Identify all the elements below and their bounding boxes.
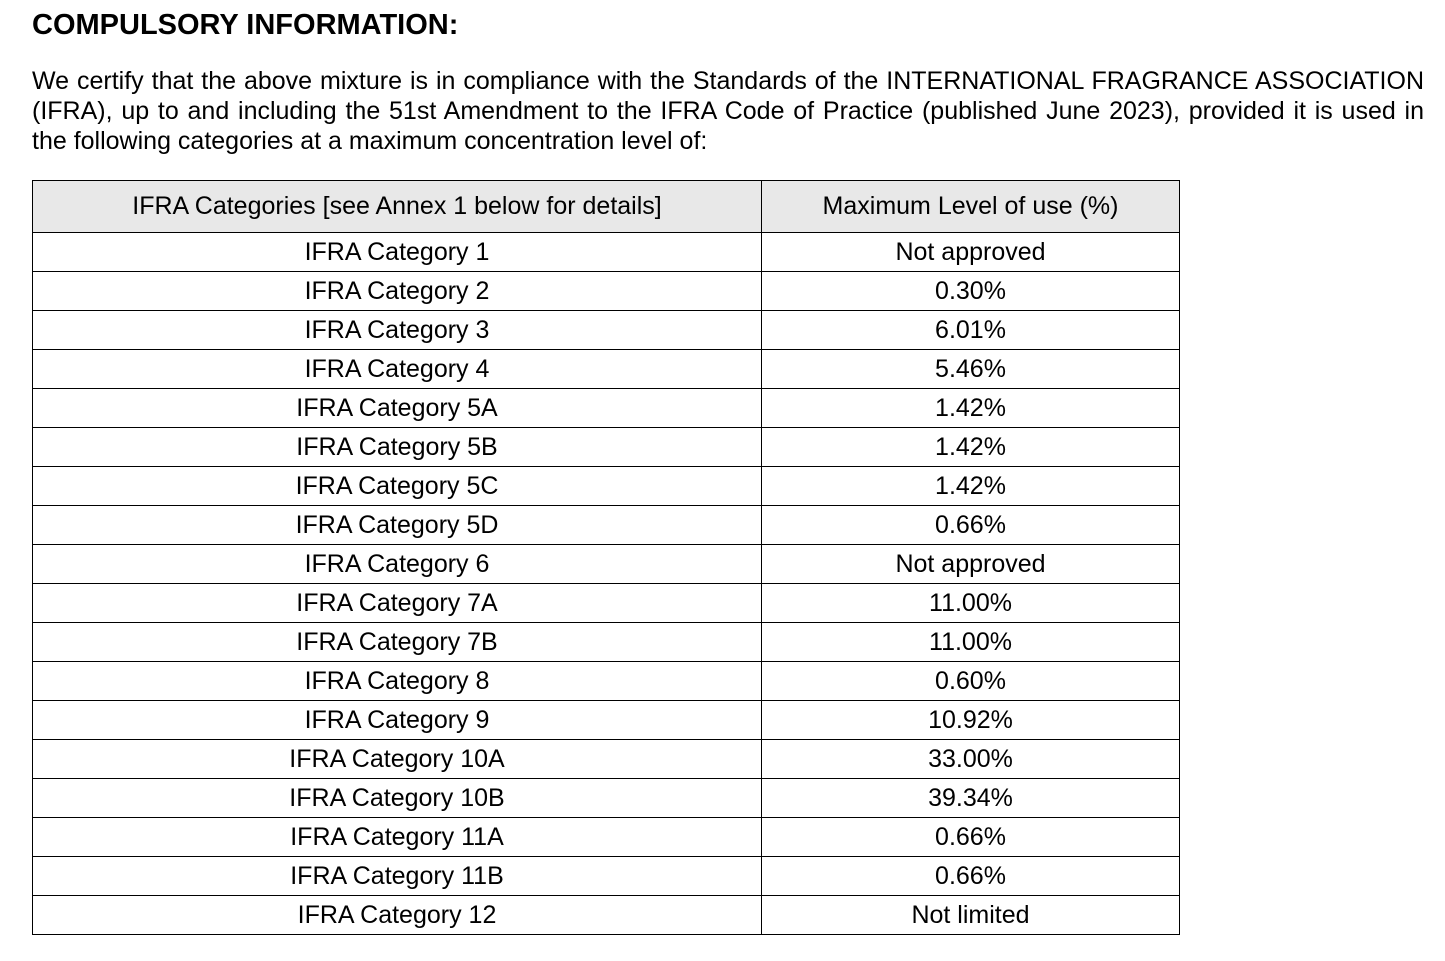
category-cell: IFRA Category 10A	[33, 740, 762, 779]
max-level-cell: 0.66%	[762, 857, 1180, 896]
table-row	[33, 584, 1180, 623]
category-cell: IFRA Category 11B	[33, 857, 762, 896]
category-cell: IFRA Category 2	[33, 272, 762, 311]
max-level-cell: 6.01%	[762, 311, 1180, 350]
max-level-cell: 0.66%	[762, 818, 1180, 857]
max-level-cell: 0.30%	[762, 272, 1180, 311]
table-row	[33, 428, 1180, 467]
category-cell: IFRA Category 5A	[33, 389, 762, 428]
category-cell: IFRA Category 7B	[33, 623, 762, 662]
category-cell: IFRA Category 11A	[33, 818, 762, 857]
certification-text: We certify that the above mixture is in compliance with the Standards of the INTERNATIONAL FRAGRANCE ASSOCIATION (IFRA), up to and including the 51st Amendment to the IFRA Code of Practice (published June 2023), provided it is used in the following categories at a maximum concentration level of:	[32, 67, 1424, 155]
table-row	[33, 740, 1180, 779]
table-row	[33, 350, 1180, 389]
table-row	[33, 545, 1180, 584]
table-row	[33, 701, 1180, 740]
max-level-cell: 0.66%	[762, 506, 1180, 545]
max-level-cell: Not approved	[762, 545, 1180, 584]
max-level-cell: 1.42%	[762, 428, 1180, 467]
table-row	[33, 857, 1180, 896]
max-level-cell: Not approved	[762, 233, 1180, 272]
header-max-level: Maximum Level of use (%)	[762, 181, 1180, 233]
max-level-cell: 10.92%	[762, 701, 1180, 740]
table-row	[33, 311, 1180, 350]
max-level-cell: 11.00%	[762, 584, 1180, 623]
table-row	[33, 818, 1180, 857]
max-level-cell: 1.42%	[762, 389, 1180, 428]
category-cell: IFRA Category 8	[33, 662, 762, 701]
category-cell: IFRA Category 12	[33, 896, 762, 935]
category-cell: IFRA Category 7A	[33, 584, 762, 623]
table-row	[33, 272, 1180, 311]
max-level-cell: 11.00%	[762, 623, 1180, 662]
category-cell: IFRA Category 5D	[33, 506, 762, 545]
category-cell: IFRA Category 10B	[33, 779, 762, 818]
category-cell: IFRA Category 5B	[33, 428, 762, 467]
max-level-cell: 33.00%	[762, 740, 1180, 779]
header-categories: IFRA Categories [see Annex 1 below for details]	[33, 181, 762, 233]
section-heading: COMPULSORY INFORMATION:	[32, 9, 459, 41]
max-level-cell: 39.34%	[762, 779, 1180, 818]
max-level-cell: 0.60%	[762, 662, 1180, 701]
category-cell: IFRA Category 9	[33, 701, 762, 740]
category-cell: IFRA Category 5C	[33, 467, 762, 506]
table-header-row	[33, 181, 1180, 233]
max-level-cell: 1.42%	[762, 467, 1180, 506]
table-row	[33, 467, 1180, 506]
category-cell: IFRA Category 1	[33, 233, 762, 272]
table-row	[33, 662, 1180, 701]
ifra-categories-table	[32, 180, 1180, 935]
category-cell: IFRA Category 3	[33, 311, 762, 350]
category-cell: IFRA Category 4	[33, 350, 762, 389]
table-row	[33, 779, 1180, 818]
table-row	[33, 623, 1180, 662]
table-row	[33, 389, 1180, 428]
max-level-cell: Not limited	[762, 896, 1180, 935]
table-row	[33, 233, 1180, 272]
table-body	[33, 233, 1180, 935]
table-row	[33, 506, 1180, 545]
category-cell: IFRA Category 6	[33, 545, 762, 584]
table-row	[33, 896, 1180, 935]
max-level-cell: 5.46%	[762, 350, 1180, 389]
